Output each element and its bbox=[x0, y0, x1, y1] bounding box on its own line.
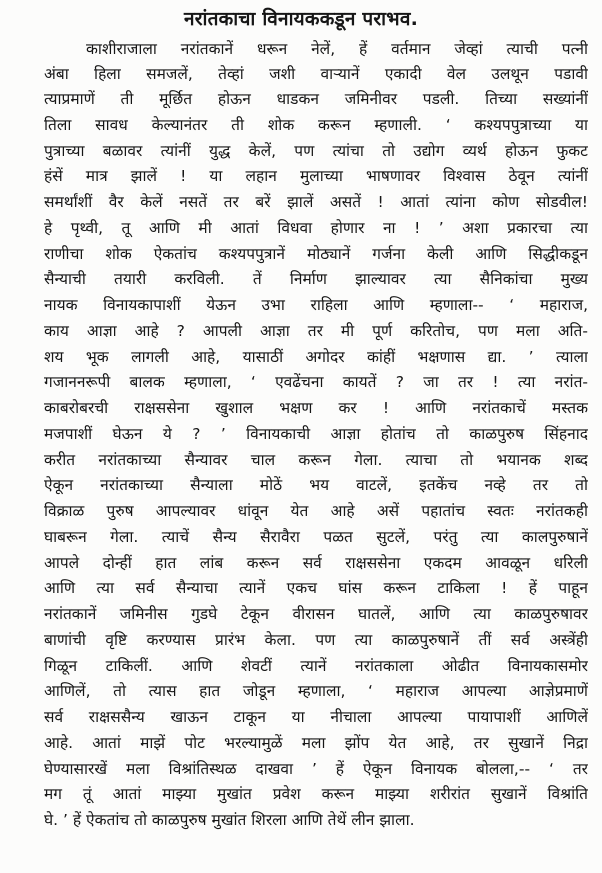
text-line: पुत्राच्या बळावर त्यांनीं युद्ध केलें, पण त्यांचा तो उद्योग व्यर्थ होऊन फुकट bbox=[44, 142, 588, 160]
text-line: करीत नरांतकाच्या सैन्यावर चाल करून गेला. त्याचा तो भयानक शब्द bbox=[44, 451, 588, 469]
text-line: घाबरून गेला. त्याचें सैन्य सैरावैरा पळत सुटलें, परंतु त्या कालपुरुषानें bbox=[44, 528, 588, 546]
text-line: आणिलें, तो त्यास हात जोडून म्हणाला, ‘ महाराज आपल्या आज्ञेप्रमाणें bbox=[44, 682, 588, 700]
text-line: अंबा हिला समजलें, तेव्हां जशी वाऱ्यानें एकादी वेल उलथून पडावी bbox=[44, 65, 588, 83]
text-line: आपले दोन्हीं हात लांब करून सर्व राक्षससेना एकदम आवळून धरिली bbox=[44, 554, 588, 572]
text-line: सर्व राक्षससैन्य खाऊन टाकून या नीचाला आपल्या पायापाशीं आणिलें bbox=[44, 708, 588, 726]
text-line: समर्थांशीं वैर केलें नसतें तर बरें झालें असतें ! आतां त्यांना कोण सोडवील! bbox=[44, 193, 588, 211]
text-line: घेण्यासारखें मला विश्रांतिस्थळ दाखवा ’ हें ऐकून विनायक बोलला,-- ‘ तर bbox=[44, 760, 588, 778]
text-line: हे पृथ्वी, तू आणि मी आतां विधवा होणार ना ! ’ अशा प्रकारचा त्या bbox=[44, 219, 588, 237]
text-line: काशीराजाला नरांतकानें धरून नेलें, हें वर्तमान जेव्हां त्याची पत्नी bbox=[86, 40, 588, 58]
page-title: नरांतकाचा विनायककडून पराभव. bbox=[183, 8, 419, 30]
text-line: शय भूक लागली आहे, यासाठीं अगोदर कांहीं भक्षणास द्या. ’ त्याला bbox=[44, 348, 588, 366]
text-line: घे. ’ हें ऐकतांच तो काळपुरुष मुखांत शिरला आणि तेथें लीन झाला. bbox=[44, 811, 415, 829]
text-line: तिला सावध केल्यानंतर ती शोक करून म्हणाली. ‘ कश्यपपुत्राच्या या bbox=[44, 116, 588, 134]
text-line: विक्राळ पुरुष आपल्यावर धांवून येत आहे असें पहातांच स्वतः नरांतकही bbox=[44, 502, 588, 520]
text-line: सैन्याची तयारी करविली. तें निर्माण झाल्यावर त्या सैनिकांचा मुख्य bbox=[44, 270, 588, 288]
text-line: राणीचा शोक ऐकतांच कश्यपपुत्रानें मोठ्यानें गर्जना केली आणि सिद्धीकडून bbox=[44, 245, 588, 263]
text-line: आणि त्या सर्व सैन्याचा त्यानें एकच घांस करून टाकिला ! हें पाहून bbox=[44, 579, 588, 597]
text-line: मजपाशीं घेऊन ये ? ’ विनायकाची आज्ञा होतांच तो काळपुरुष सिंहनाद bbox=[44, 425, 588, 443]
text-line: नायक विनायकापाशीं येऊन उभा राहिला आणि म्हणाला-- ‘ महाराज, bbox=[44, 296, 588, 314]
text-line: गिळून टाकिलीं. आणि शेवटीं त्यानें नरांतकाला ओढीत विनायकासमोर bbox=[44, 657, 588, 675]
text-line: काबरोबरची राक्षससेना खुशाल भक्षण कर ! आणि नरांतकाचें मस्तक bbox=[44, 399, 588, 417]
text-line: मग तूं आतां माझ्या मुखांत प्रवेश करून माझ्या शरीरांत सुखानें विश्रांति bbox=[44, 785, 588, 803]
text-line: बाणांची वृष्टि करण्यास प्रारंभ केला. पण त्या काळपुरुषानें तीं सर्व अस्त्रेंही bbox=[44, 631, 588, 649]
text-line: नरांतकानें जमिनीस गुडघे टेकून वीरासन घातलें, आणि त्या काळपुरुषावर bbox=[44, 605, 588, 623]
text-line: गजाननरूपी बालक म्हणाला, ‘ एवढेंचना कायतें ? जा तर ! त्या नरांत- bbox=[44, 373, 588, 391]
text-line: त्याप्रमाणें ती मूर्छित होऊन धाडकन जमिनीवर पडली. तिच्या सख्यांनीं bbox=[44, 90, 588, 108]
text-line: ऐकून नरांतकाच्या सैन्याला मोठें भय वाटलें, इतकेंच नव्हे तर तो bbox=[44, 476, 588, 494]
text-line: काय आज्ञा आहे ? आपली आज्ञा तर मी पूर्ण करितोच, पण मला अति- bbox=[44, 322, 588, 340]
text-line: आहे. आतां माझें पोट भरल्यामुळें मला झोंप येत आहे, तर सुखानें निद्रा bbox=[44, 734, 588, 752]
text-line: हंसें मात्र झालें ! या लहान मुलाच्या भाषणावर विश्वास ठेवून त्यांनीं bbox=[44, 167, 588, 185]
